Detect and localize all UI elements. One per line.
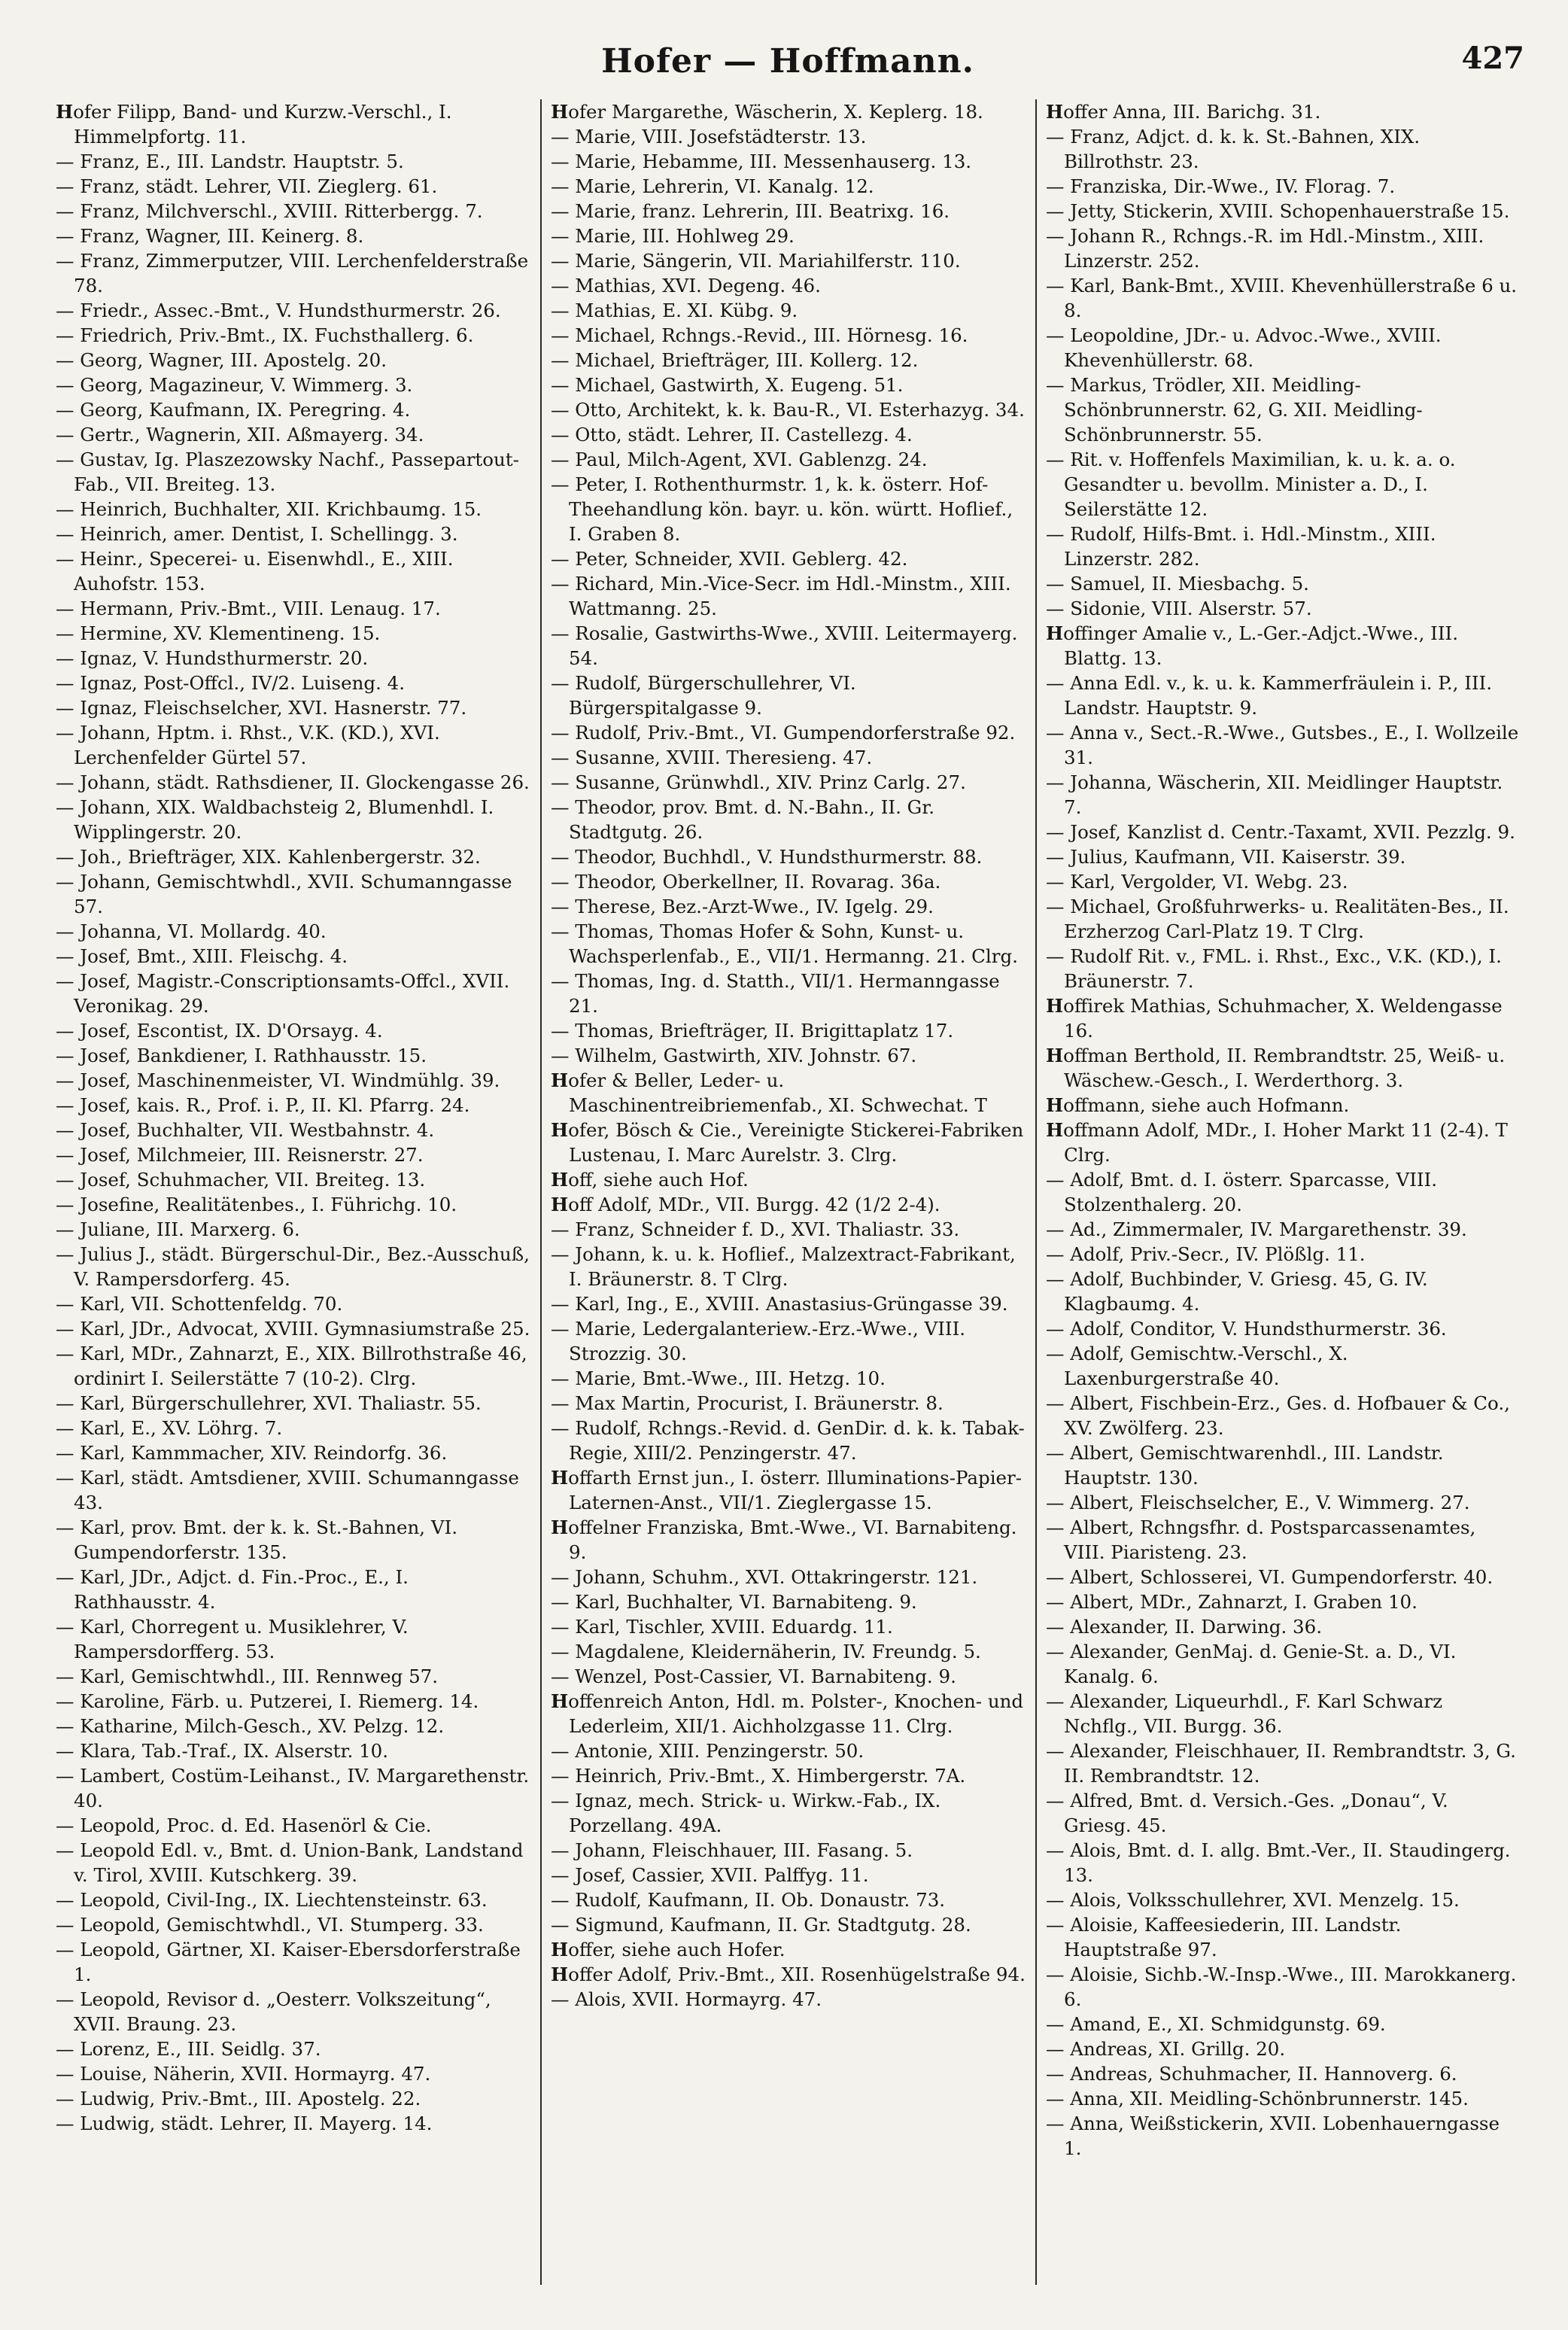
directory-entry: — Ignaz, Fleischselcher, XVI. Hasnerstr. 77. [56,697,467,719]
directory-entry: — Alexander, GenMaj. d. Genie-St. a. D., VI. Kanalg. 6. [1046,1641,1457,1687]
directory-entry: — Andreas, Schuhmacher, II. Hannoverg. 6. [1046,2063,1457,2085]
directory-entry: — Mathias, E. XI. Kübg. 9. [551,300,798,321]
directory-entry: — Franz, Zimmerputzer, VIII. Lerchenfelderstraße 78. [56,250,529,297]
directory-entry: — Karl, städt. Amtsdiener, XVIII. Schumanngasse 43. [56,1467,519,1513]
directory-entry: — Karl, MDr., Zahnarzt, E., XIX. Billrothstraße 46, ordinirt I. Seilerstätte 7 (10-2). Clrg. [56,1343,527,1389]
directory-entry: — Ludwig, Priv.-Bmt., III. Apostelg. 22. [56,2088,421,2109]
directory-entry: — Josef, kais. R., Prof. i. P., II. Kl. Pfarrg. 24. [56,1094,470,1116]
directory-entry: Hoff, siehe auch Hof. [551,1169,749,1191]
directory-entry: — Anna Edl. v., k. u. k. Kammerfräulein i. P., III. Landstr. Hauptstr. 9. [1046,672,1493,719]
directory-entry: Hoffarth Ernst jun., I. österr. Illuminations-Papier-Laternen-Anst., VII/1. Zieglergasse 15. [551,1467,1023,1513]
column-3 [1035,99,1530,2285]
directory-entry: Hoffenreich Anton, Hdl. m. Polster-, Knochen- und Lederleim, XII/1. Aichholzgasse 11. Clrg. [551,1690,1024,1737]
directory-entry: — Franz, Wagner, III. Keinerg. 8. [56,225,364,247]
directory-entry: — Ludwig, städt. Lehrer, II. Mayerg. 14. [56,2113,433,2134]
directory-entry: Hofer Filipp, Band- und Kurzw.-Verschl., I. Himmelpfortg. 11. [56,101,452,148]
directory-entry: — Peter, Schneider, XVII. Geblerg. 42. [551,548,908,570]
directory-entry: — Rudolf, Kaufmann, II. Ob. Donaustr. 73. [551,1889,946,1911]
directory-entry: — Mathias, XVI. Degeng. 46. [551,275,821,297]
directory-entry: — Leopold, Gärtner, XI. Kaiser-Ebersdorferstraße 1. [56,1939,521,1985]
directory-entry: — Johann, Gemischtwhdl., XVII. Schumanngasse 57. [56,871,512,917]
directory-entry: — Leopold, Proc. d. Ed. Hasenörl & Cie. [56,1814,432,1836]
directory-columns [47,99,1530,2285]
directory-entry: — Anna, Weißstickerin, XVII. Lobenhauerngasse 1. [1046,2113,1500,2159]
directory-entry: Hoffer Adolf, Priv.-Bmt., XII. Rosenhügelstraße 94. [551,1963,1026,1985]
directory-entry: — Johanna, VI. Mollardg. 40. [56,920,327,942]
directory-entry: — Rudolf Rit. v., FML. i. Rhst., Exc., V.K. (KD.), I. Bräunerstr. 7. [1046,945,1502,992]
directory-entry: — Franziska, Dir.-Wwe., IV. Florag. 7. [1046,175,1396,197]
directory-entry: — Alois, Volksschullehrer, XVI. Menzelg. 15. [1046,1889,1460,1911]
directory-entry: — Albert, Gemischtwarenhdl., III. Landstr. Hauptstr. 130. [1046,1442,1444,1489]
directory-entry: — Aloisie, Sichb.-W.-Insp.-Wwe., III. Marokkanerg. 6. [1046,1963,1517,2010]
directory-entry: — Albert, Schlosserei, VI. Gumpendorferstr. 40. [1046,1566,1494,1588]
directory-entry: — Josef, Escontist, IX. D'Orsayg. 4. [56,1020,383,1042]
directory-entry: — Karl, JDr., Adjct. d. Fin.-Proc., E., I. Rathhausstr. 4. [56,1566,409,1613]
directory-entry: — Karl, Tischler, XVIII. Eduardg. 11. [551,1616,893,1638]
directory-entry: — Marie, Sängerin, VII. Mariahilferstr. 110. [551,250,961,272]
directory-entry: — Karoline, Färb. u. Putzerei, I. Riemerg. 14. [56,1690,479,1712]
page-title: Hofer — Hoffmann. [601,42,974,81]
directory-entry: — Juliane, III. Marxerg. 6. [56,1218,300,1240]
directory-entry: — Johann, Hptm. i. Rhst., V.K. (KD.), XVI. Lerchenfelder Gürtel 57. [56,722,440,768]
directory-entry: — Leopoldine, JDr.- u. Advoc.-Wwe., XVIII. Khevenhüllerstr. 68. [1046,324,1442,371]
column-2 [540,99,1035,2285]
directory-entry: — Lorenz, E., III. Seidlg. 37. [56,2038,321,2060]
directory-entry: — Alois, XVII. Hormayrg. 47. [551,1988,822,2010]
column-1 [47,99,540,2285]
directory-entry: — Johann, XIX. Waldbachsteig 2, Blumenhdl. I. Wipplingerstr. 20. [56,796,494,843]
directory-entry: Hoffinger Amalie v., L.-Ger.-Adjct.-Wwe., III. Blattg. 13. [1046,622,1458,669]
directory-entry: — Rudolf, Hilfs-Bmt. i. Hdl.-Minstm., XIII. Linzerstr. 282. [1046,523,1436,570]
directory-entry: — Sidonie, VIII. Alserstr. 57. [1046,598,1312,619]
directory-entry: Hoffer Anna, III. Barichg. 31. [1046,101,1321,123]
directory-entry: — Michael, Gastwirth, X. Eugeng. 51. [551,374,904,396]
directory-entry: — Josef, Buchhalter, VII. Westbahnstr. 4. [56,1119,435,1141]
directory-entry: — Wenzel, Post-Cassier, VI. Barnabiteng. 9. [551,1665,956,1687]
directory-entry: — Josef, Milchmeier, III. Reisnerstr. 27. [56,1144,424,1166]
directory-entry: — Paul, Milch-Agent, XVI. Gablenzg. 24. [551,449,928,470]
directory-entry: — Theodor, Buchhdl., V. Hundsthurmerstr. 88. [551,846,983,868]
directory-entry: — Johanna, Wäscherin, XII. Meidlinger Hauptstr. 7. [1046,771,1503,818]
directory-entry: — Heinr., Specerei- u. Eisenwhdl., E., XIII. Auhofstr. 153. [56,548,454,595]
directory-entry: — Friedrich, Priv.-Bmt., IX. Fuchsthallerg. 6. [56,324,474,346]
directory-entry: — Susanne, XVIII. Theresieng. 47. [551,747,873,768]
directory-entry: — Karl, Bank-Bmt., XVIII. Khevenhüllerstraße 6 u. 8. [1046,275,1518,321]
directory-entry: — Wilhelm, Gastwirth, XIV. Johnstr. 67. [551,1045,917,1066]
directory-entry: — Hermine, XV. Klementineng. 15. [56,622,381,644]
directory-entry: — Josefine, Realitätenbes., I. Führichg. 10. [56,1194,457,1215]
directory-entry: — Marie, franz. Lehrerin, III. Beatrixg. 16. [551,200,950,222]
directory-entry: — Friedr., Assec.-Bmt., V. Hundsthurmerstr. 26. [56,300,501,321]
directory-entry: — Josef, Kanzlist d. Centr.-Taxamt, XVII. Pezzlg. 9. [1046,821,1515,843]
directory-entry: — Marie, VIII. Josefstädterstr. 13. [551,126,867,148]
directory-entry: — Thomas, Briefträger, II. Brigittaplatz 17. [551,1020,954,1042]
directory-entry: — Richard, Min.-Vice-Secr. im Hdl.-Minstm., XIII. Wattmanng. 25. [551,573,1011,619]
directory-entry: — Adolf, Bmt. d. I. österr. Sparcasse, VIII. Stolzenthalerg. 20. [1046,1169,1438,1215]
directory-entry: — Adolf, Conditor, V. Hundsthurmerstr. 36. [1046,1318,1447,1340]
directory-entry: — Josef, Maschinenmeister, VI. Windmühlg. 39. [56,1069,500,1091]
directory-entry: — Johann R., Rchngs.-R. im Hdl.-Minstm., XIII. Linzerstr. 252. [1046,225,1484,272]
directory-entry: Hoff Adolf, MDr., VII. Burgg. 42 (1/2 2-4). [551,1194,940,1215]
directory-entry: — Michael, Briefträger, III. Kollerg. 12. [551,349,919,371]
directory-entry: — Alfred, Bmt. d. Versich.-Ges. „Donau“, V. Griesg. 45. [1046,1790,1448,1836]
directory-entry: — Ignaz, V. Hundsthurmerstr. 20. [56,647,369,669]
directory-entry: — Rudolf, Bürgerschullehrer, VI. Bürgerspitalgasse 9. [551,672,856,719]
directory-entry: — Georg, Kaufmann, IX. Peregring. 4. [56,399,411,421]
directory-entry: — Otto, städt. Lehrer, II. Castellezg. 4. [551,424,913,446]
directory-entry: — Anna, XII. Meidling-Schönbrunnerstr. 145. [1046,2088,1469,2109]
directory-entry: — Andreas, XI. Grillg. 20. [1046,2038,1286,2060]
directory-entry: — Marie, Lehrerin, VI. Kanalg. 12. [551,175,874,197]
directory-entry: — Franz, städt. Lehrer, VII. Zieglerg. 61. [56,175,438,197]
directory-entry: Hoffmann, siehe auch Hofmann. [1046,1094,1350,1116]
directory-entry: — Hermann, Priv.-Bmt., VIII. Lenaug. 17. [56,598,441,619]
directory-entry: — Karl, Vergolder, VI. Webg. 23. [1046,871,1348,893]
directory-entry: Hofer, Bösch & Cie., Vereinigte Stickerei-Fabriken Lustenau, I. Marc Aurelstr. 3. Clrg. [551,1119,1024,1166]
directory-entry: — Julius, Kaufmann, VII. Kaiserstr. 39. [1046,846,1406,868]
directory-entry: — Josef, Magistr.-Conscriptionsamts-Offcl., XVII. Veronikag. 29. [56,970,510,1017]
directory-entry: — Otto, Architekt, k. k. Bau-R., VI. Esterhazyg. 34. [551,399,1025,421]
page-header [45,36,1530,89]
directory-entry: — Josef, Bmt., XIII. Fleischg. 4. [56,945,348,967]
directory-entry: — Heinrich, Buchhalter, XII. Krichbaumg. 15. [56,498,482,520]
directory-entry: — Karl, Bürgerschullehrer, XVI. Thaliastr. 55. [56,1392,482,1414]
directory-entry: — Karl, Kammmacher, XIV. Reindorfg. 36. [56,1442,448,1464]
directory-entry: — Amand, E., XI. Schmidgunstg. 69. [1046,2013,1386,2035]
page-number: 427 [1461,41,1524,76]
directory-entry: — Katharine, Milch-Gesch., XV. Pelzg. 12. [56,1715,445,1737]
directory-entry: Hofer & Beller, Leder- u. Maschinentreibriemenfab., XI. Schwechat. T [551,1069,987,1116]
directory-entry: — Karl, Ing., E., XVIII. Anastasius-Grüngasse 39. [551,1293,1008,1315]
directory-entry: — Franz, E., III. Landstr. Hauptstr. 5. [56,151,404,172]
directory-entry: — Karl, prov. Bmt. der k. k. St.-Bahnen, VI. Gumpendorferstr. 135. [56,1516,458,1563]
directory-entry: — Anna v., Sect.-R.-Wwe., Gutsbes., E., I. Wollzeile 31. [1046,722,1519,768]
directory-entry: — Karl, Buchhalter, VI. Barnabiteng. 9. [551,1591,917,1613]
directory-entry: — Albert, Rchngsfhr. d. Postsparcassenamtes, VIII. Piaristeng. 23. [1046,1516,1476,1563]
directory-entry: — Leopold, Civil-Ing., IX. Liechtensteinstr. 63. [56,1889,488,1911]
directory-entry: — Georg, Wagner, III. Apostelg. 20. [56,349,387,371]
directory-entry: — Peter, I. Rothenthurmstr. 1, k. k. österr. Hof-Theehandlung kön. bayr. u. kön. württ. Hoflief., I. Graben 8. [551,473,1013,545]
directory-entry: — Rudolf, Priv.-Bmt., VI. Gumpendorferstraße 92. [551,722,1016,744]
directory-entry: — Theodor, Oberkellner, II. Rovarag. 36a. [551,871,941,893]
directory-entry: — Louise, Näherin, XVII. Hormayrg. 47. [56,2063,431,2085]
directory-entry: — Franz, Adjct. d. k. k. St.-Bahnen, XIX. Billrothstr. 23. [1046,126,1421,172]
directory-entry: — Josef, Schuhmacher, VII. Breiteg. 13. [56,1169,426,1191]
directory-entry: — Franz, Milchverschl., XVIII. Ritterbergg. 7. [56,200,483,222]
directory-entry: — Marie, Hebamme, III. Messenhauserg. 13. [551,151,972,172]
directory-entry: — Georg, Magazineur, V. Wimmerg. 3. [56,374,413,396]
directory-entry: — Karl, JDr., Advocat, XVIII. Gymnasiumstraße 25. [56,1318,530,1340]
directory-entry: — Alexander, Liqueurhdl., F. Karl Schwarz Nchflg., VII. Burgg. 36. [1046,1690,1443,1737]
directory-entry: — Markus, Trödler, XII. Meidling-Schönbrunnerstr. 62, G. XII. Meidling-Schönbrunnerstr. 55. [1046,374,1423,446]
directory-entry: — Rit. v. Hoffenfels Maximilian, k. u. k. a. o. Gesandter u. bevollm. Minister a. D., I. Seilerstätte 12. [1046,449,1456,520]
directory-entry: — Heinrich, amer. Dentist, I. Schellingg. 3. [56,523,458,545]
directory-entry: Hofer Margarethe, Wäscherin, X. Keplerg. 18. [551,101,983,123]
directory-entry: — Marie, Bmt.-Wwe., III. Hetzg. 10. [551,1367,886,1389]
directory-entry: — Antonie, XIII. Penzingerstr. 50. [551,1740,865,1762]
directory-entry: Hoffer, siehe auch Hofer. [551,1939,786,1960]
directory-entry: — Karl, VII. Schottenfeldg. 70. [56,1293,343,1315]
directory-entry: — Albert, Fleischselcher, E., V. Wimmerg. 27. [1046,1492,1470,1513]
directory-entry: — Alexander, II. Darwing. 36. [1046,1616,1322,1638]
directory-entry: Hoffman Berthold, II. Rembrandtstr. 25, Weiß- u. Wäschew.-Gesch., I. Werderthorg. 3. [1046,1045,1506,1091]
directory-entry: — Adolf, Gemischtw.-Verschl., X. Laxenburgerstraße 40. [1046,1343,1348,1389]
directory-entry: — Leopold Edl. v., Bmt. d. Union-Bank, Landstand v. Tirol, XVIII. Kutschkerg. 39. [56,1839,524,1886]
directory-entry: — Leopold, Gemischtwhdl., VI. Stumperg. 33. [56,1914,484,1936]
directory-entry: — Franz, Schneider f. D., XVI. Thaliastr. 33. [551,1218,960,1240]
directory-entry: — Theodor, prov. Bmt. d. N.-Bahn., II. Gr. Stadtgutg. 26. [551,796,935,843]
directory-entry: — Josef, Cassier, XVII. Palffyg. 11. [551,1864,869,1886]
directory-entry: — Marie, Ledergalanteriew.-Erz.-Wwe., VIII. Strozzig. 30. [551,1318,966,1364]
directory-entry: — Karl, Gemischtwhdl., III. Rennweg 57. [56,1665,439,1687]
directory-entry: — Sigmund, Kaufmann, II. Gr. Stadtgutg. 28. [551,1914,971,1936]
directory-entry: — Joh., Briefträger, XIX. Kahlenbergerstr. 32. [56,846,481,868]
directory-entry: — Johann, städt. Rathsdiener, II. Glockengasse 26. [56,771,530,793]
directory-entry: — Karl, Chorregent u. Musiklehrer, V. Rampersdorfferg. 53. [56,1616,409,1662]
directory-entry: — Thomas, Thomas Hofer & Sohn, Kunst- u. Wachsperlenfab., E., VII/1. Hermanng. 21. Clrg. [551,920,1018,967]
directory-entry: — Rosalie, Gastwirths-Wwe., XVIII. Leitermayerg. 54. [551,622,1018,669]
directory-entry: — Gertr., Wagnerin, XII. Aßmayerg. 34. [56,424,424,446]
directory-entry: — Aloisie, Kaffeesiederin, III. Landstr. Hauptstraße 97. [1046,1914,1402,1960]
directory-entry: — Albert, Fischbein-Erz., Ges. d. Hofbauer & Co., XV. Zwölferg. 23. [1046,1392,1510,1439]
directory-entry: — Josef, Bankdiener, I. Rathhausstr. 15. [56,1045,427,1066]
directory-entry: — Lambert, Costüm-Leihanst., IV. Margarethenstr. 40. [56,1765,530,1811]
directory-entry: — Adolf, Buchbinder, V. Griesg. 45, G. IV. Klagbaumg. 4. [1046,1268,1428,1315]
directory-entry: Hoffirek Mathias, Schuhmacher, X. Weldengasse 16. [1046,995,1503,1042]
directory-entry: — Marie, III. Hohlweg 29. [551,225,795,247]
directory-entry: — Karl, E., XV. Löhrg. 7. [56,1417,283,1439]
directory-entry: Hoffmann Adolf, MDr., I. Hoher Markt 11 (2-4). T Clrg. [1046,1119,1508,1166]
directory-entry: — Johann, k. u. k. Hoflief., Malzextract-Fabrikant, I. Bräunerstr. 8. T Clrg. [551,1243,1016,1290]
directory-entry: — Ignaz, Post-Offcl., IV/2. Luiseng. 4. [56,672,406,694]
directory-entry: — Julius J., städt. Bürgerschul-Dir., Bez.-Ausschuß, V. Rampersdorferg. 45. [56,1243,530,1290]
directory-entry: Hoffelner Franziska, Bmt.-Wwe., VI. Barnabiteng. 9. [551,1516,1017,1563]
directory-entry: — Jetty, Stickerin, XVIII. Schopenhauerstraße 15. [1046,200,1510,222]
directory-entry: — Leopold, Revisor d. „Oesterr. Volkszeitung“, XVII. Braung. 23. [56,1988,491,2035]
directory-entry: — Adolf, Priv.-Secr., IV. Plößlg. 11. [1046,1243,1366,1265]
directory-entry: — Samuel, II. Miesbachg. 5. [1046,573,1309,595]
directory-entry: — Alexander, Fleischhauer, II. Rembrandtstr. 3, G. II. Rembrandtstr. 12. [1046,1740,1516,1787]
directory-entry: — Ad., Zimmermaler, IV. Margarethenstr. 39. [1046,1218,1467,1240]
directory-entry: — Alois, Bmt. d. I. allg. Bmt.-Ver., II. Staudingerg. 13. [1046,1839,1511,1886]
directory-entry: — Ignaz, mech. Strick- u. Wirkw.-Fab., IX. Porzellang. 49A. [551,1790,941,1836]
directory-entry: — Michael, Großfuhrwerks- u. Realitäten-Bes., II. Erzherzog Carl-Platz 19. T Clrg. [1046,896,1509,942]
directory-entry: — Rudolf, Rchngs.-Revid. d. GenDir. d. k. k. Tabak-Regie, XIII/2. Penzingerstr. 47. [551,1417,1025,1464]
directory-entry: — Klara, Tab.-Traf., IX. Alserstr. 10. [56,1740,389,1762]
directory-entry: — Max Martin, Procurist, I. Bräunerstr. 8. [551,1392,944,1414]
directory-entry: — Susanne, Grünwhdl., XIV. Prinz Carlg. 27. [551,771,966,793]
directory-entry: — Magdalene, Kleidernäherin, IV. Freundg. 5. [551,1641,981,1662]
directory-entry: — Albert, MDr., Zahnarzt, I. Graben 10. [1046,1591,1418,1613]
directory-entry: — Gustav, Ig. Plaszezowsky Nachf., Passepartout-Fab., VII. Breiteg. 13. [56,449,519,495]
directory-entry: — Johann, Schuhm., XVI. Ottakringerstr. 121. [551,1566,978,1588]
directory-entry: — Johann, Fleischhauer, III. Fasang. 5. [551,1839,913,1861]
directory-entry: — Thomas, Ing. d. Statth., VII/1. Hermanngasse 21. [551,970,1000,1017]
directory-entry: — Therese, Bez.-Arzt-Wwe., IV. Igelg. 29. [551,896,934,917]
directory-entry: — Heinrich, Priv.-Bmt., X. Himbergerstr. 7A. [551,1765,966,1787]
directory-entry: — Michael, Rchngs.-Revid., III. Hörnesg. 16. [551,324,968,346]
